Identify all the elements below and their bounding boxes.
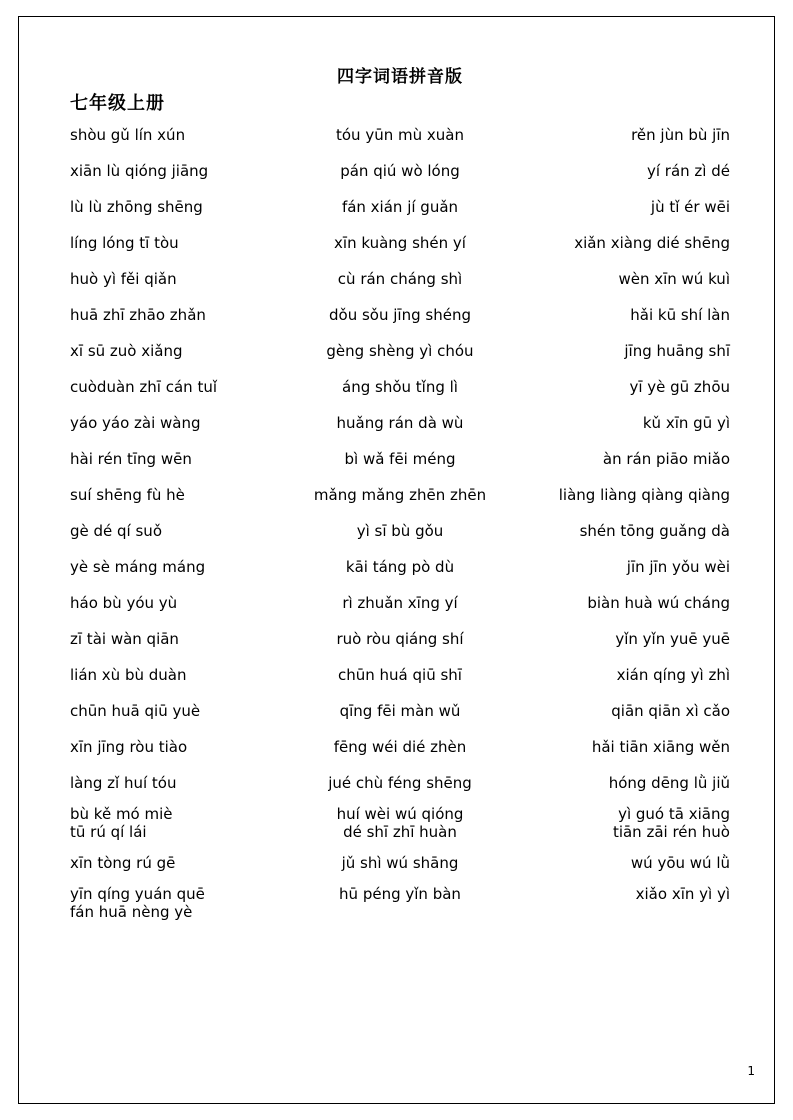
pinyin-cell: chūn huá qiū shī [338, 666, 462, 684]
pinyin-cell: xián qíng yì zhì [616, 666, 730, 684]
pinyin-cell: qīng fēi màn wǔ [339, 702, 461, 720]
pinyin-cell: biàn huà wú cháng [587, 594, 730, 612]
pinyin-cell: huā zhī zhāo zhǎn [70, 306, 206, 324]
pinyin-cell: xī sū zuò xiǎng [70, 342, 183, 360]
pinyin-cell: wèn xīn wú kuì [618, 270, 730, 288]
table-row [70, 189, 730, 225]
pinyin-cell: fán xián jí guǎn [341, 198, 459, 216]
pinyin-cell: jǔ shì wú shāng [341, 854, 459, 872]
pinyin-cell: bù kě mó miè [70, 805, 173, 823]
pinyin-word-table [70, 117, 730, 925]
table-row [70, 153, 730, 189]
table-row [70, 845, 730, 881]
pinyin-cell: rì zhuǎn xīng yí [342, 594, 458, 612]
table-row [70, 513, 730, 549]
table-row [70, 657, 730, 693]
pinyin-cell: xīn tòng rú gē [70, 854, 176, 872]
pinyin-cell: yì sī bù gǒu [356, 522, 444, 540]
pinyin-cell: suí shēng fù hè [70, 486, 185, 504]
page-number: 1 [747, 1064, 755, 1078]
pinyin-cell: kāi táng pò dù [345, 558, 455, 576]
pinyin-cell: áng shǒu tǐng lì [342, 378, 458, 396]
pinyin-cell: chūn huā qiū yuè [70, 702, 201, 720]
pinyin-cell: dé shī zhī huàn [343, 823, 457, 841]
pinyin-cell: huò yì fěi qiǎn [70, 270, 177, 288]
pinyin-cell: yì guó tā xiāng [618, 805, 730, 823]
table-row [70, 823, 730, 845]
pinyin-cell: wú yōu wú lǜ [630, 854, 730, 872]
pinyin-cell: yīn qíng yuán quē [70, 885, 205, 903]
pinyin-cell: hū péng yǐn bàn [339, 885, 461, 903]
pinyin-cell: hài rén tīng wēn [70, 450, 192, 468]
pinyin-cell: líng lóng tī tòu [70, 234, 179, 252]
table-row [70, 765, 730, 801]
table-row [70, 729, 730, 765]
table-row [70, 585, 730, 621]
table-row [70, 369, 730, 405]
pinyin-cell: qiān qiān xì cǎo [611, 702, 730, 720]
pinyin-cell: cù rán cháng shì [337, 270, 463, 288]
pinyin-cell: làng zǐ huí tóu [70, 774, 177, 792]
pinyin-cell: cuòduàn zhī cán tuǐ [70, 378, 218, 396]
section-title: 七年级上册 [70, 93, 165, 114]
table-row [70, 477, 730, 513]
pinyin-cell: gè dé qí suǒ [70, 522, 162, 540]
pinyin-cell: jù tǐ ér wēi [650, 198, 730, 216]
pinyin-cell: tū rú qí lái [70, 823, 147, 841]
pinyin-cell: lù lù zhōng shēng [70, 198, 203, 216]
pinyin-cell: xiǎo xīn yì yì [635, 885, 730, 903]
pinyin-cell: xīn jīng ròu tiào [70, 738, 188, 756]
pinyin-cell: shén tōng guǎng dà [579, 522, 730, 540]
pinyin-cell: xiǎn xiàng dié shēng [574, 234, 730, 252]
table-row [70, 333, 730, 369]
pinyin-cell: huǎng rán dà wù [336, 414, 464, 432]
table-row [70, 621, 730, 657]
pinyin-cell: háo bù yóu yù [70, 594, 178, 612]
pinyin-cell: mǎng mǎng zhēn zhēn [313, 486, 487, 504]
page-content [70, 62, 730, 925]
pinyin-cell [288, 903, 512, 925]
pinyin-cell: hǎi kū shí làn [630, 306, 730, 324]
pinyin-cell: liàng liàng qiàng qiàng [558, 486, 730, 504]
pinyin-cell: zī tài wàn qiān [70, 630, 179, 648]
page-title: 四字词语拼音版 [337, 67, 463, 87]
pinyin-cell: shòu gǔ lín xún [70, 126, 186, 144]
pinyin-cell: xīn kuàng shén yí [334, 234, 466, 252]
pinyin-cell: àn rán piāo miǎo [602, 450, 730, 468]
pinyin-cell: hóng dēng lǜ jiǔ [608, 774, 730, 792]
pinyin-cell: jué chù féng shēng [328, 774, 472, 792]
pinyin-cell: xiān lù qióng jiāng [70, 162, 209, 180]
pinyin-cell: rěn jùn bù jīn [631, 126, 730, 144]
table-row [70, 693, 730, 729]
pinyin-cell: tiān zāi rén huò [612, 823, 730, 841]
pinyin-cell: ruò ròu qiáng shí [336, 630, 464, 648]
table-row [70, 117, 730, 153]
table-row [70, 441, 730, 477]
pinyin-cell: hǎi tiān xiāng wěn [591, 738, 730, 756]
table-row [70, 903, 730, 925]
pinyin-table-body [70, 117, 730, 925]
pinyin-cell: kǔ xīn gū yì [642, 414, 730, 432]
pinyin-cell: yí rán zì dé [646, 162, 730, 180]
table-row [70, 881, 730, 903]
pinyin-cell: yǐn yǐn yuē yuē [615, 630, 730, 648]
pinyin-cell: pán qiú wò lóng [340, 162, 460, 180]
pinyin-cell: yáo yáo zài wàng [70, 414, 201, 432]
table-row [70, 261, 730, 297]
pinyin-cell: huí wèi wú qióng [336, 805, 464, 823]
pinyin-cell: jīng huāng shī [624, 342, 730, 360]
pinyin-cell: fán huā nèng yè [70, 903, 193, 921]
pinyin-cell [512, 903, 730, 925]
table-row [70, 549, 730, 585]
pinyin-cell: fēng wéi dié zhèn [333, 738, 467, 756]
pinyin-cell: yè sè máng máng [70, 558, 206, 576]
table-row [70, 801, 730, 823]
table-row [70, 297, 730, 333]
table-row [70, 225, 730, 261]
pinyin-cell: yī yè gū zhōu [629, 378, 730, 396]
pinyin-cell: dǒu sǒu jīng shéng [329, 306, 471, 324]
pinyin-cell: lián xù bù duàn [70, 666, 187, 684]
pinyin-cell: jīn jīn yǒu wèi [626, 558, 730, 576]
pinyin-cell: bì wǎ fēi méng [344, 450, 456, 468]
pinyin-cell: gèng shèng yì chóu [326, 342, 474, 360]
table-row [70, 405, 730, 441]
pinyin-cell: tóu yūn mù xuàn [336, 126, 464, 144]
